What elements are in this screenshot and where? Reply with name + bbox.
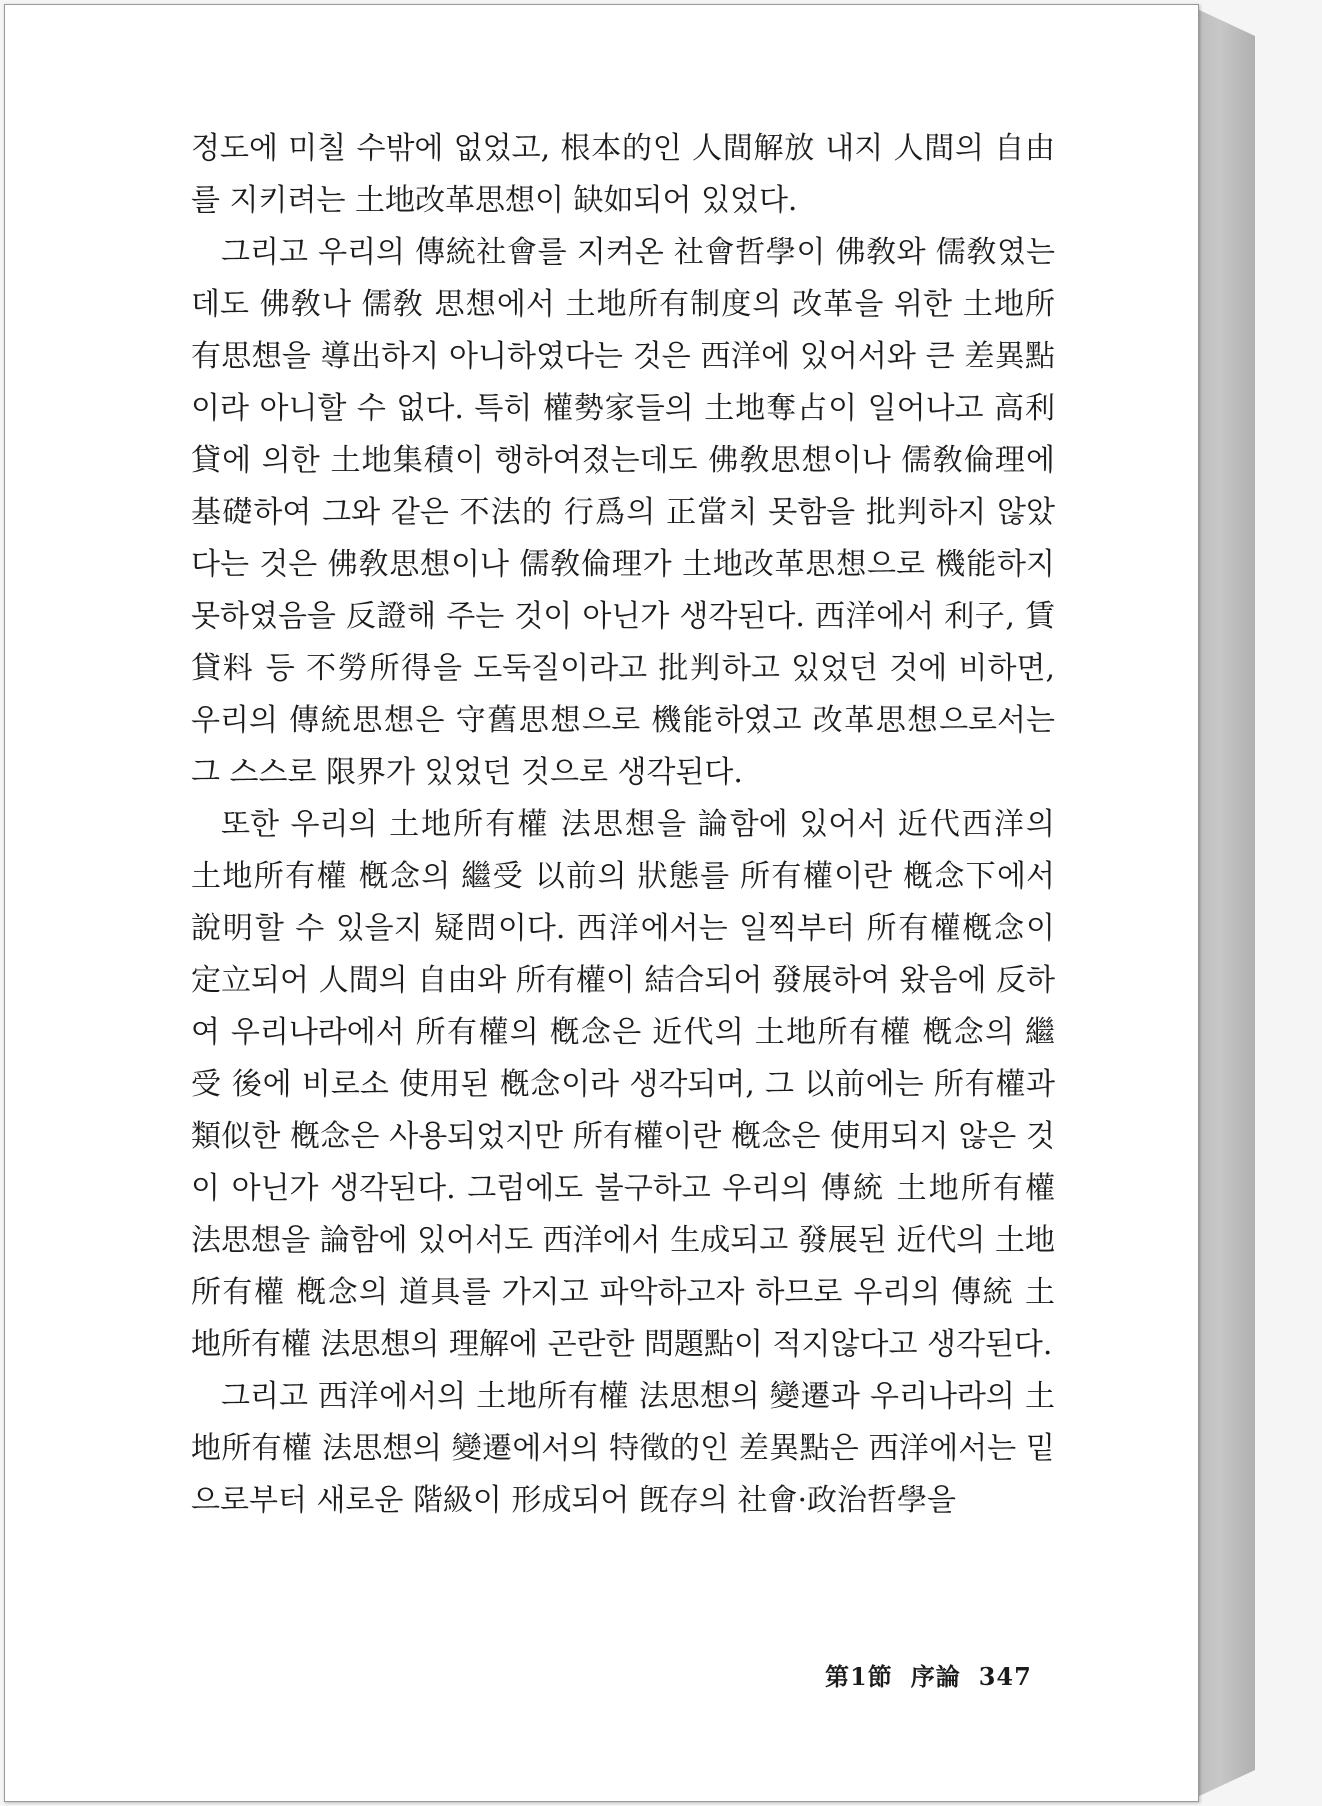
paragraph-4: 그리고 西洋에서의 土地所有權 法思想의 變遷과 우리나라의 土地所有權 法思想의 變遷에서의 特徵的인 差異點은 西洋에서는 밑으로부터 새로운 階級이 形成되어 旣存의 社會·政治哲學을 (191, 1379, 1055, 1518)
footer-title: 序論 (910, 1662, 961, 1691)
book-page (4, 4, 1199, 1802)
paragraph-3: 또한 우리의 土地所有權 法思想을 論함에 있어서 近代西洋의 土地所有權 槪念의 繼受 以前의 狀態를 所有權이란 槪念下에서 說明할 수 있을지 疑問이다. 西洋에서는 일찍부터 所有權槪念이 定立되어 人間의 自由와 所有權이 結合되어 發展하여 왔음에 反하여 우리나라에서 所有權의 槪念은 近代의 土地所有權 槪念의 繼受 後에 비로소 使用된 槪念이라 생각되며, 그 以前에는 所有權과 類似한 槪念은 사용되었지만 所有權이란 槪念은 使用되지 않은 것이 아닌가 생각된다. 그럼에도 불구하고 우리의 傳統 土地所有權 法思想을 論함에 있어서도 西洋에서 生成되고 發展된 近代의 土地所有權 槪念의 道具를 가지고 파악하고자 하므로 우리의 傳統 土地所有權 法思想의 理解에 곤란한 問題點이 적지않다고 생각된다. (191, 807, 1055, 1362)
book-edge (1195, 8, 1255, 1798)
page-footer (825, 1657, 1032, 1692)
page-body (191, 123, 1055, 1527)
page-number: 347 (978, 1662, 1032, 1691)
paragraph-1: 정도에 미칠 수밖에 없었고, 根本的인 人間解放 내지 人間의 自由를 지키려는 土地改革思想이 缺如되어 있었다. (191, 131, 1055, 218)
footer-section: 第1節 (825, 1662, 893, 1691)
paragraph-2: 그리고 우리의 傳統社會를 지켜온 社會哲學이 佛敎와 儒敎였는데도 佛敎나 儒敎 思想에서 土地所有制度의 改革을 위한 土地所有思想을 導出하지 아니하였다는 것은 西洋에 있어서와 큰 差異點이라 아니할 수 없다. 특히 權勢家들의 土地奪占이 일어나고 高利貸에 의한 土地集積이 행하여졌는데도 佛敎思想이나 儒敎倫理에 基礎하여 그와 같은 不法的 行爲의 正當치 못함을 批判하지 않았다는 것은 佛敎思想이나 儒敎倫理가 土地改革思想으로 機能하지 못하였음을 反證해 주는 것이 아닌가 생각된다. 西洋에서 利子, 賃貸料 등 不勞所得을 도둑질이라고 批判하고 있었던 것에 비하면, 우리의 傳統思想은 守舊思想으로 機能하였고 改革思想으로서는 그 스스로 限界가 있었던 것으로 생각된다. (191, 235, 1055, 790)
